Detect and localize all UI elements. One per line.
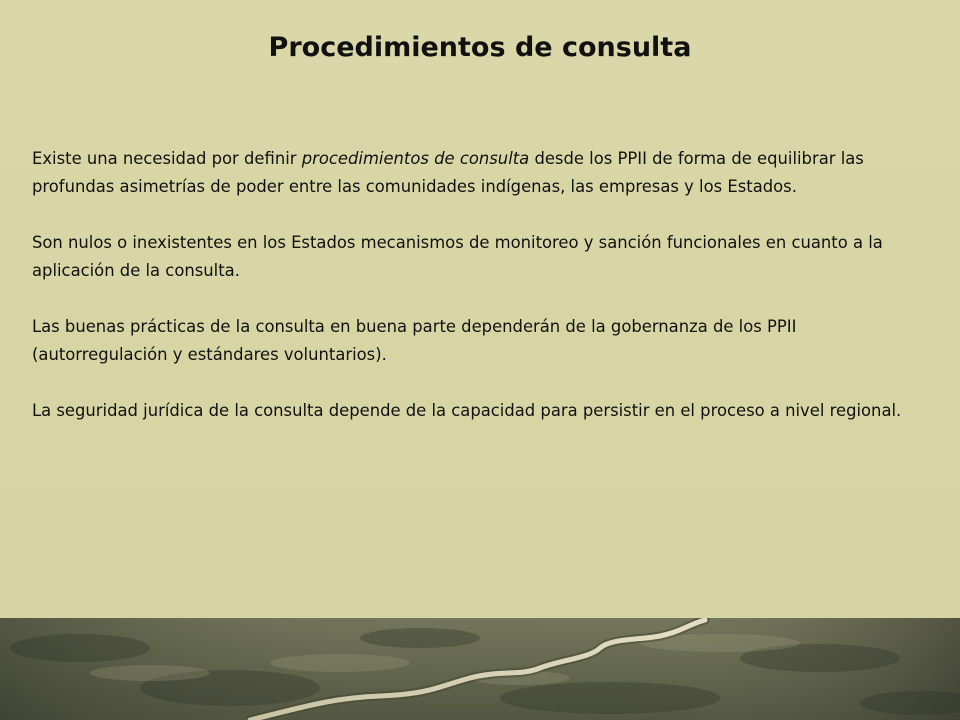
- slide-title: Procedimientos de consulta: [268, 32, 692, 63]
- slide-body: [32, 145, 932, 453]
- paragraph-1-text-start: Existe una necesidad por definir: [32, 149, 302, 168]
- landscape-illustration: [0, 618, 960, 720]
- paragraph-4: La seguridad jurídica de la consulta depende de la capacidad para persistir en el proceso a nivel regional.: [32, 401, 902, 420]
- paragraph-1-emphasis: procedimientos de consulta: [301, 149, 530, 168]
- paragraph-3: Las buenas prácticas de la consulta en buena parte dependerán de la gobernanza de los PPII (autorregulación y estándares voluntarios).: [32, 317, 797, 364]
- paragraph-1-text-end: desde los PPII de forma de equilibrar las profundas asimetrías de poder entre las comunidades indígenas, las empresas y los Estados.: [32, 149, 864, 196]
- paragraph-2: Son nulos o inexistentes en los Estados mecanismos de monitoreo y sanción funcionales en cuanto a la aplicación de la consulta.: [32, 233, 883, 280]
- landscape-banner-image: [0, 618, 960, 720]
- paragraph-1: [32, 145, 932, 201]
